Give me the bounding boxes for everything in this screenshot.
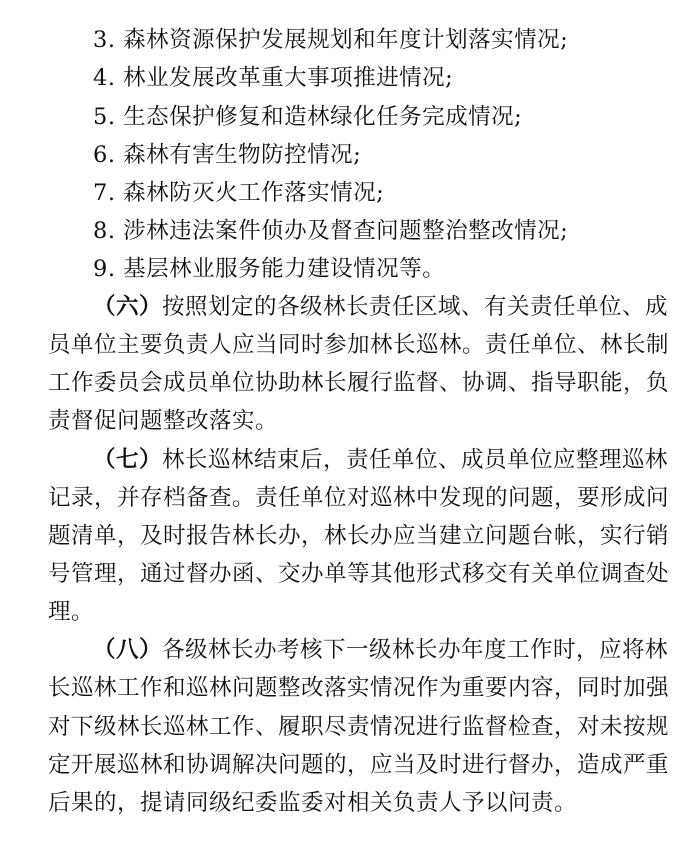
paragraph-6-line-1	[0, 288, 686, 326]
paragraph-6-line-2: 员单位主要负责人应当同时参加林长巡林。责任单位、林长制	[48, 332, 670, 358]
paragraph-8-line-2: 长巡林工作和巡林问题整改落实情况作为重要内容，同时加强	[48, 675, 670, 701]
paragraph-8-line-5: 后果的，提请同级纪委监委对相关负责人予以问责。	[48, 790, 578, 816]
paragraph-7-line-3: 题清单，及时报告林长办，林长办应当建立问题台帐，实行销	[48, 523, 670, 549]
paragraph-7-line-4: 号管理，通过督办函、交办单等其他形式移交有关单位调查处	[48, 561, 670, 587]
paragraph-7-label: （七）	[93, 447, 163, 473]
paragraph-6-line-4: 责督促问题整改落实。	[48, 408, 279, 434]
list-item-8: 8. 涉林违法案件侦办及督查问题整治整改情况;	[93, 218, 569, 244]
paragraph-8-text: 各级林长办考核下一级林长办年度工作时，应将林	[162, 637, 669, 663]
paragraph-6-label: （六）	[93, 294, 163, 320]
paragraph-8-label: （八）	[93, 637, 163, 663]
paragraph-7-text: 林长巡林结束后，责任单位、成员单位应整理巡林	[162, 447, 669, 473]
paragraph-6-line-3: 工作委员会成员单位协助林长履行监督、协调、指导职能，负	[48, 370, 670, 396]
paragraph-8-line-3: 对下级林长巡林工作、履职尽责情况进行监督检查，对未按规	[48, 714, 670, 740]
paragraph-7-line-1	[0, 441, 686, 479]
paragraph-6-text: 按照划定的各级林长责任区域、有关责任单位、成	[162, 294, 669, 320]
list-item-3: 3. 森林资源保护发展规划和年度计划落实情况;	[93, 27, 569, 53]
list-item-4: 4. 林业发展改革重大事项推进情况;	[93, 65, 454, 91]
paragraph-8-line-1	[0, 631, 686, 669]
list-item-9: 9. 基层林业服务能力建设情况等。	[93, 256, 446, 282]
list-item-6: 6. 森林有害生物防控情况;	[93, 142, 362, 168]
paragraph-8-line-4: 定开展巡林和协调解决问题的，应当及时进行督办，造成严重	[48, 752, 670, 778]
list-item-5: 5. 生态保护修复和造林绿化任务完成情况;	[93, 104, 523, 130]
paragraph-7-line-2: 记录，并存档备查。责任单位对巡林中发现的问题，要形成问	[48, 485, 670, 511]
paragraph-7-line-5: 理。	[48, 599, 95, 625]
list-item-7: 7. 森林防灭火工作落实情况;	[93, 180, 385, 206]
